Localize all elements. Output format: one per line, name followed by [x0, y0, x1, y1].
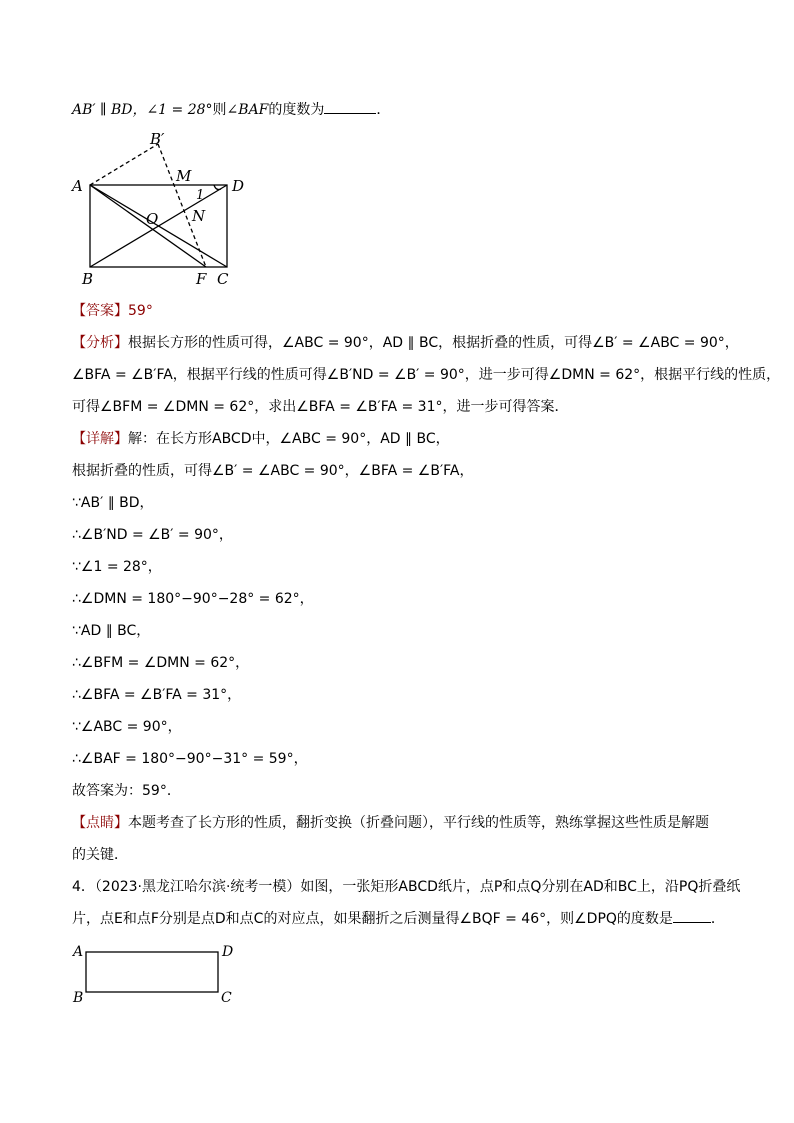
- question-4-text: 片，点E和点F分别是点D和点C的对应点，如果翻折之后测量得∠BQF = 46°，则∠DPQ的度数是: [72, 911, 673, 927]
- label-f: F: [196, 270, 207, 288]
- answer-blank: [324, 101, 376, 114]
- angle-name: ∠BAF: [226, 102, 269, 118]
- text: 的度数为: [268, 102, 325, 118]
- detail-step-3: ∵∠1 = 28°，: [72, 559, 162, 575]
- angle-1-arc: [214, 185, 221, 190]
- dashed-ab-prime: [90, 144, 158, 185]
- detail-text: 解：在长方形ABCD中，∠ABC = 90°，AD ∥ BC，: [128, 431, 450, 447]
- question-4-line-2: [72, 909, 725, 929]
- detail-step-7: ∴∠BFA = ∠B′FA = 31°，: [72, 687, 242, 703]
- label-n: N: [192, 207, 206, 225]
- question-4-line-1: 4．（2023·黑龙江哈尔滨·统考一模）如图，一张矩形ABCD纸片，点P和点Q分别在AD和BC上，沿PQ折叠纸: [72, 879, 741, 895]
- comment-line-1: [72, 813, 709, 833]
- geometry-figure-2: [66, 938, 246, 1008]
- answer-tag: 【答案】: [72, 303, 128, 319]
- analysis-line-3: 可得∠BFM = ∠DMN = 62°，求出∠BFA = ∠B′FA = 31°，进一步可得答案．: [72, 399, 569, 415]
- answer-value: 59°: [128, 303, 153, 319]
- label-b: B: [82, 270, 94, 288]
- text: ．: [376, 102, 391, 118]
- question-line: [72, 100, 390, 120]
- analysis-text: 根据长方形的性质可得，∠ABC = 90°，AD ∥ BC，根据折叠的性质，可得∠B′ = ∠ABC = 90°，: [128, 335, 739, 351]
- label-a: A: [73, 944, 84, 960]
- label-b: B: [73, 990, 84, 1006]
- detail-tag: 【详解】: [72, 431, 128, 447]
- detail-step-8: ∵∠ABC = 90°，: [72, 719, 182, 735]
- analysis-line-2: ∠BFA = ∠B′FA，根据平行线的性质可得∠B′ND = ∠B′ = 90°，进一步可得∠DMN = 62°，根据平行线的性质，: [72, 367, 781, 383]
- detail-step-6: ∴∠BFM = ∠DMN = 62°，: [72, 655, 250, 671]
- rectangle-abcd: [86, 952, 218, 992]
- label-b-prime: B′: [150, 130, 165, 148]
- answer-line: [72, 301, 153, 321]
- label-o: O: [146, 210, 159, 228]
- detail-line-2: 根据折叠的性质，可得∠B′ = ∠ABC = 90°，∠BFA = ∠B′FA，: [72, 463, 474, 479]
- dashed-b-prime-f: [158, 144, 206, 267]
- detail-step-9: ∴∠BAF = 180°−90°−31° = 59°，: [72, 751, 308, 767]
- comment-tag: 【点睛】: [72, 815, 128, 831]
- detail-line-1: [72, 429, 450, 449]
- answer-blank: [673, 910, 711, 923]
- label-a: A: [72, 177, 83, 195]
- geometry-figure-1: [60, 122, 270, 292]
- label-c: C: [221, 990, 232, 1006]
- detail-step-4: ∴∠DMN = 180°−90°−28° = 62°，: [72, 591, 314, 607]
- label-d: D: [222, 944, 234, 960]
- given-condition: AB′ ∥ BD，∠1 = 28°: [72, 102, 213, 118]
- analysis-line-1: [72, 333, 739, 353]
- comment-line-2: 的关键．: [72, 847, 128, 863]
- label-one: 1: [196, 188, 205, 203]
- detail-step-5: ∵AD ∥ BC，: [72, 623, 151, 639]
- detail-final: 故答案为：59°．: [72, 783, 181, 799]
- text: ．: [710, 911, 725, 927]
- analysis-tag: 【分析】: [72, 335, 128, 351]
- detail-step-2: ∴∠B′ND = ∠B′ = 90°，: [72, 527, 233, 543]
- comment-text: 本题考查了长方形的性质，翻折变换（折叠问题），平行线的性质等，熟练掌握这些性质是解题: [128, 815, 709, 831]
- text: 则: [212, 102, 227, 118]
- label-c: C: [217, 270, 229, 288]
- label-m: M: [176, 167, 192, 185]
- label-d: D: [232, 177, 245, 195]
- detail-step-1: ∵AB′ ∥ BD，: [72, 495, 154, 511]
